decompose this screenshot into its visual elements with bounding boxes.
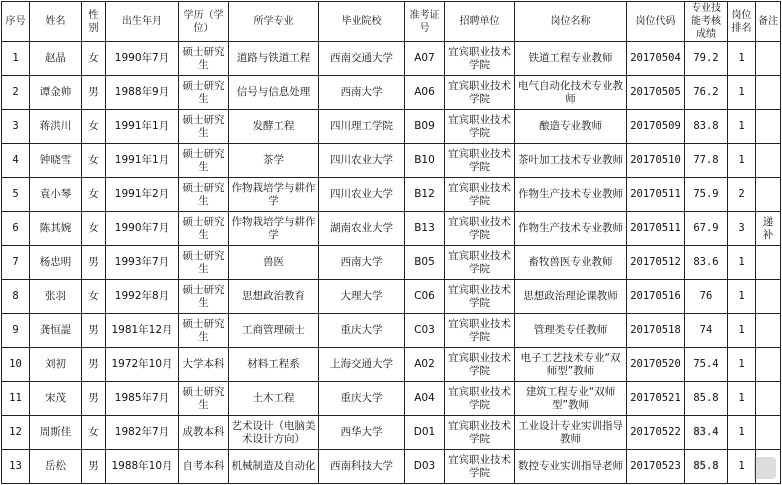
cell-gender: 女 [82,280,106,314]
cell-position: 思想政治理论课教师 [515,280,627,314]
cell-education: 硕士研究生 [179,178,229,212]
cell-exam-id: B12 [405,178,445,212]
cell-gender: 男 [82,76,106,110]
cell-name: 宋茂 [30,382,82,416]
header-row [2,2,781,42]
cell-rank: 2 [728,178,756,212]
cell-exam-id: A07 [405,42,445,76]
cell-remark [756,144,781,178]
table-row [2,416,781,450]
cell-education: 硕士研究生 [179,144,229,178]
cell-gender: 男 [82,246,106,280]
cell-score: 75.4 [685,348,728,382]
col-header-exam-id: 准考证号 [405,2,445,42]
cell-education: 硕士研究生 [179,280,229,314]
cell-name: 袁小琴 [30,178,82,212]
cell-exam-id: A02 [405,348,445,382]
cell-employer: 宜宾职业技术学院 [445,110,515,144]
cell-employer: 宜宾职业技术学院 [445,382,515,416]
cell-remark [756,314,781,348]
cell-score: 79.2 [685,42,728,76]
table-row [2,382,781,416]
col-header-name: 姓名 [30,2,82,42]
cell-rank: 1 [728,280,756,314]
cell-name: 周斯佳 [30,416,82,450]
cell-position: 电子工艺技术专业“双师型”教师 [515,348,627,382]
cell-rank: 1 [728,416,756,450]
cell-remark: 递补 [756,212,781,246]
cell-score: 83.4 [685,416,728,450]
cell-education: 硕士研究生 [179,76,229,110]
cell-position: 数控专业实训指导老师 [515,450,627,484]
cell-position-code: 20170518 [627,314,685,348]
col-header-rank: 岗位排名 [728,2,756,42]
cell-school: 西华大学 [319,416,405,450]
col-header-index: 序号 [2,2,30,42]
cell-school: 西南科技大学 [319,450,405,484]
cell-major: 信号与信息处理 [229,76,319,110]
cell-index: 9 [2,314,30,348]
cell-gender: 女 [82,178,106,212]
cell-employer: 宜宾职业技术学院 [445,144,515,178]
cell-index: 2 [2,76,30,110]
cell-index: 3 [2,110,30,144]
cell-score: 76.2 [685,76,728,110]
cell-exam-id: B13 [405,212,445,246]
cell-position-code: 20170523 [627,450,685,484]
cell-position-code: 20170516 [627,280,685,314]
cell-position: 作物生产技术专业教师 [515,178,627,212]
cell-education: 大学本科 [179,348,229,382]
cell-birth: 1990年7月 [106,212,179,246]
cell-position-code: 20170505 [627,76,685,110]
cell-score: 85.8 [685,382,728,416]
cell-position: 铁道工程专业教师 [515,42,627,76]
col-header-position: 岗位名称 [515,2,627,42]
cell-name: 赵晶 [30,42,82,76]
cell-score: 77.8 [685,144,728,178]
cell-school: 大理大学 [319,280,405,314]
col-header-remark: 备注 [756,2,781,42]
col-header-gender: 性别 [82,2,106,42]
cell-school: 四川农业大学 [319,144,405,178]
cell-employer: 宜宾职业技术学院 [445,212,515,246]
cell-gender: 男 [82,382,106,416]
cell-position-code: 20170511 [627,212,685,246]
cell-index: 12 [2,416,30,450]
cell-name: 蒋洪川 [30,110,82,144]
cell-index: 8 [2,280,30,314]
cell-birth: 1985年7月 [106,382,179,416]
cell-education: 自考本科 [179,450,229,484]
cell-education: 硕士研究生 [179,212,229,246]
cell-education: 硕士研究生 [179,314,229,348]
cell-gender: 女 [82,212,106,246]
cell-position-code: 20170512 [627,246,685,280]
cell-school: 重庆大学 [319,314,405,348]
cell-name: 岳松 [30,450,82,484]
cell-birth: 1972年10月 [106,348,179,382]
cell-major: 作物栽培学与耕作学 [229,178,319,212]
table-row [2,178,781,212]
cell-major: 作物栽培学与耕作学 [229,212,319,246]
cell-index: 4 [2,144,30,178]
cell-rank: 1 [728,144,756,178]
cell-birth: 1988年9月 [106,76,179,110]
col-header-major: 所学专业 [229,2,319,42]
table-row [2,76,781,110]
cell-remark [756,246,781,280]
cell-rank: 3 [728,212,756,246]
cell-gender: 女 [82,416,106,450]
cell-index: 10 [2,348,30,382]
cell-position: 畜牧兽医专业教师 [515,246,627,280]
cell-school: 西南大学 [319,76,405,110]
cell-exam-id: C03 [405,314,445,348]
cell-major: 兽医 [229,246,319,280]
cell-name: 龚恒諟 [30,314,82,348]
cell-school: 重庆大学 [319,382,405,416]
table-row [2,450,781,484]
cell-education: 硕士研究生 [179,382,229,416]
cell-gender: 男 [82,348,106,382]
cell-birth: 1982年7月 [106,416,179,450]
cell-position-code: 20170510 [627,144,685,178]
cell-position-code: 20170504 [627,42,685,76]
cell-major: 机械制造及自动化 [229,450,319,484]
cell-position-code: 20170509 [627,110,685,144]
cell-name: 杨忠明 [30,246,82,280]
cell-score: 76 [685,280,728,314]
cell-position: 茶叶加工技术专业教师 [515,144,627,178]
cell-gender: 男 [82,314,106,348]
cell-position: 管理类专任教师 [515,314,627,348]
cell-gender: 男 [82,450,106,484]
cell-birth: 1991年1月 [106,110,179,144]
cell-exam-id: B05 [405,246,445,280]
cell-remark [756,382,781,416]
col-header-score: 专业技能考核成绩 [685,2,728,42]
cell-name: 谭金帅 [30,76,82,110]
table-row [2,212,781,246]
cell-major: 材料工程系 [229,348,319,382]
cell-name: 张羽 [30,280,82,314]
cell-gender: 女 [82,42,106,76]
cell-rank: 1 [728,450,756,484]
cell-employer: 宜宾职业技术学院 [445,280,515,314]
cell-name: 钟晓雪 [30,144,82,178]
cell-rank: 1 [728,314,756,348]
col-header-position-code: 岗位代码 [627,2,685,42]
cell-birth: 1992年8月 [106,280,179,314]
cell-school: 四川理工学院 [319,110,405,144]
cell-birth: 1991年2月 [106,178,179,212]
cell-major: 道路与铁道工程 [229,42,319,76]
table-row [2,144,781,178]
table-row [2,348,781,382]
cell-score: 83.6 [685,246,728,280]
col-header-school: 毕业院校 [319,2,405,42]
cell-index: 11 [2,382,30,416]
cell-rank: 1 [728,76,756,110]
cell-major: 艺术设计（电脑美术设计方向） [229,416,319,450]
cell-exam-id: D03 [405,450,445,484]
cell-remark [756,348,781,382]
cell-position: 建筑工程专业“双师型”教师 [515,382,627,416]
cell-rank: 1 [728,42,756,76]
cell-employer: 宜宾职业技术学院 [445,450,515,484]
cell-remark [756,416,781,450]
cell-birth: 1993年7月 [106,246,179,280]
cell-exam-id: B09 [405,110,445,144]
cell-employer: 宜宾职业技术学院 [445,42,515,76]
cell-education: 成教本科 [179,416,229,450]
cell-education: 硕士研究生 [179,110,229,144]
cell-position: 电气自动化技术专业教师 [515,76,627,110]
table-row [2,246,781,280]
cell-index: 6 [2,212,30,246]
cell-score: 83.8 [685,110,728,144]
cell-rank: 1 [728,246,756,280]
cell-index: 5 [2,178,30,212]
cell-birth: 1988年10月 [106,450,179,484]
cell-position-code: 20170520 [627,348,685,382]
cell-exam-id: B10 [405,144,445,178]
cell-remark [756,76,781,110]
cell-school: 上海交通大学 [319,348,405,382]
cell-score: 74 [685,314,728,348]
cell-major: 茶学 [229,144,319,178]
cell-name: 陈其婉 [30,212,82,246]
cell-remark [756,42,781,76]
cell-exam-id: A06 [405,76,445,110]
cell-gender: 女 [82,110,106,144]
cell-employer: 宜宾职业技术学院 [445,246,515,280]
cell-position: 酿造专业教师 [515,110,627,144]
cell-rank: 1 [728,110,756,144]
cell-major: 发酵工程 [229,110,319,144]
cell-position: 工业设计专业实训指导教师 [515,416,627,450]
cell-exam-id: A04 [405,382,445,416]
cell-birth: 1990年7月 [106,42,179,76]
cell-remark [756,178,781,212]
cell-score: 85.8 [685,450,728,484]
cell-remark [756,110,781,144]
cell-index: 13 [2,450,30,484]
cell-birth: 1991年1月 [106,144,179,178]
cell-rank: 1 [728,348,756,382]
col-header-employer: 招聘单位 [445,2,515,42]
cell-position: 作物生产技术专业教师 [515,212,627,246]
cell-education: 硕士研究生 [179,246,229,280]
cell-school: 西南大学 [319,246,405,280]
cell-index: 7 [2,246,30,280]
cell-exam-id: C06 [405,280,445,314]
cell-rank: 1 [728,382,756,416]
table-row [2,314,781,348]
col-header-birth: 出生年月 [106,2,179,42]
table-row [2,280,781,314]
cell-score: 67.9 [685,212,728,246]
cell-school: 湖南农业大学 [319,212,405,246]
cell-position-code: 20170511 [627,178,685,212]
cell-employer: 宜宾职业技术学院 [445,314,515,348]
corner-watermark-icon [754,457,776,479]
col-header-education: 学历（学位） [179,2,229,42]
cell-name: 刘初 [30,348,82,382]
cell-remark [756,280,781,314]
cell-major: 工商管理硕士 [229,314,319,348]
cell-education: 硕士研究生 [179,42,229,76]
cell-exam-id: D01 [405,416,445,450]
results-table [1,1,781,484]
cell-index: 1 [2,42,30,76]
table-row [2,110,781,144]
cell-employer: 宜宾职业技术学院 [445,76,515,110]
table-row [2,42,781,76]
cell-gender: 女 [82,144,106,178]
cell-employer: 宜宾职业技术学院 [445,416,515,450]
cell-major: 土木工程 [229,382,319,416]
cell-school: 四川农业大学 [319,178,405,212]
cell-position-code: 20170522 [627,416,685,450]
cell-employer: 宜宾职业技术学院 [445,348,515,382]
cell-birth: 1981年12月 [106,314,179,348]
cell-major: 思想政治教育 [229,280,319,314]
cell-score: 75.9 [685,178,728,212]
cell-school: 西南交通大学 [319,42,405,76]
cell-position-code: 20170521 [627,382,685,416]
cell-employer: 宜宾职业技术学院 [445,178,515,212]
